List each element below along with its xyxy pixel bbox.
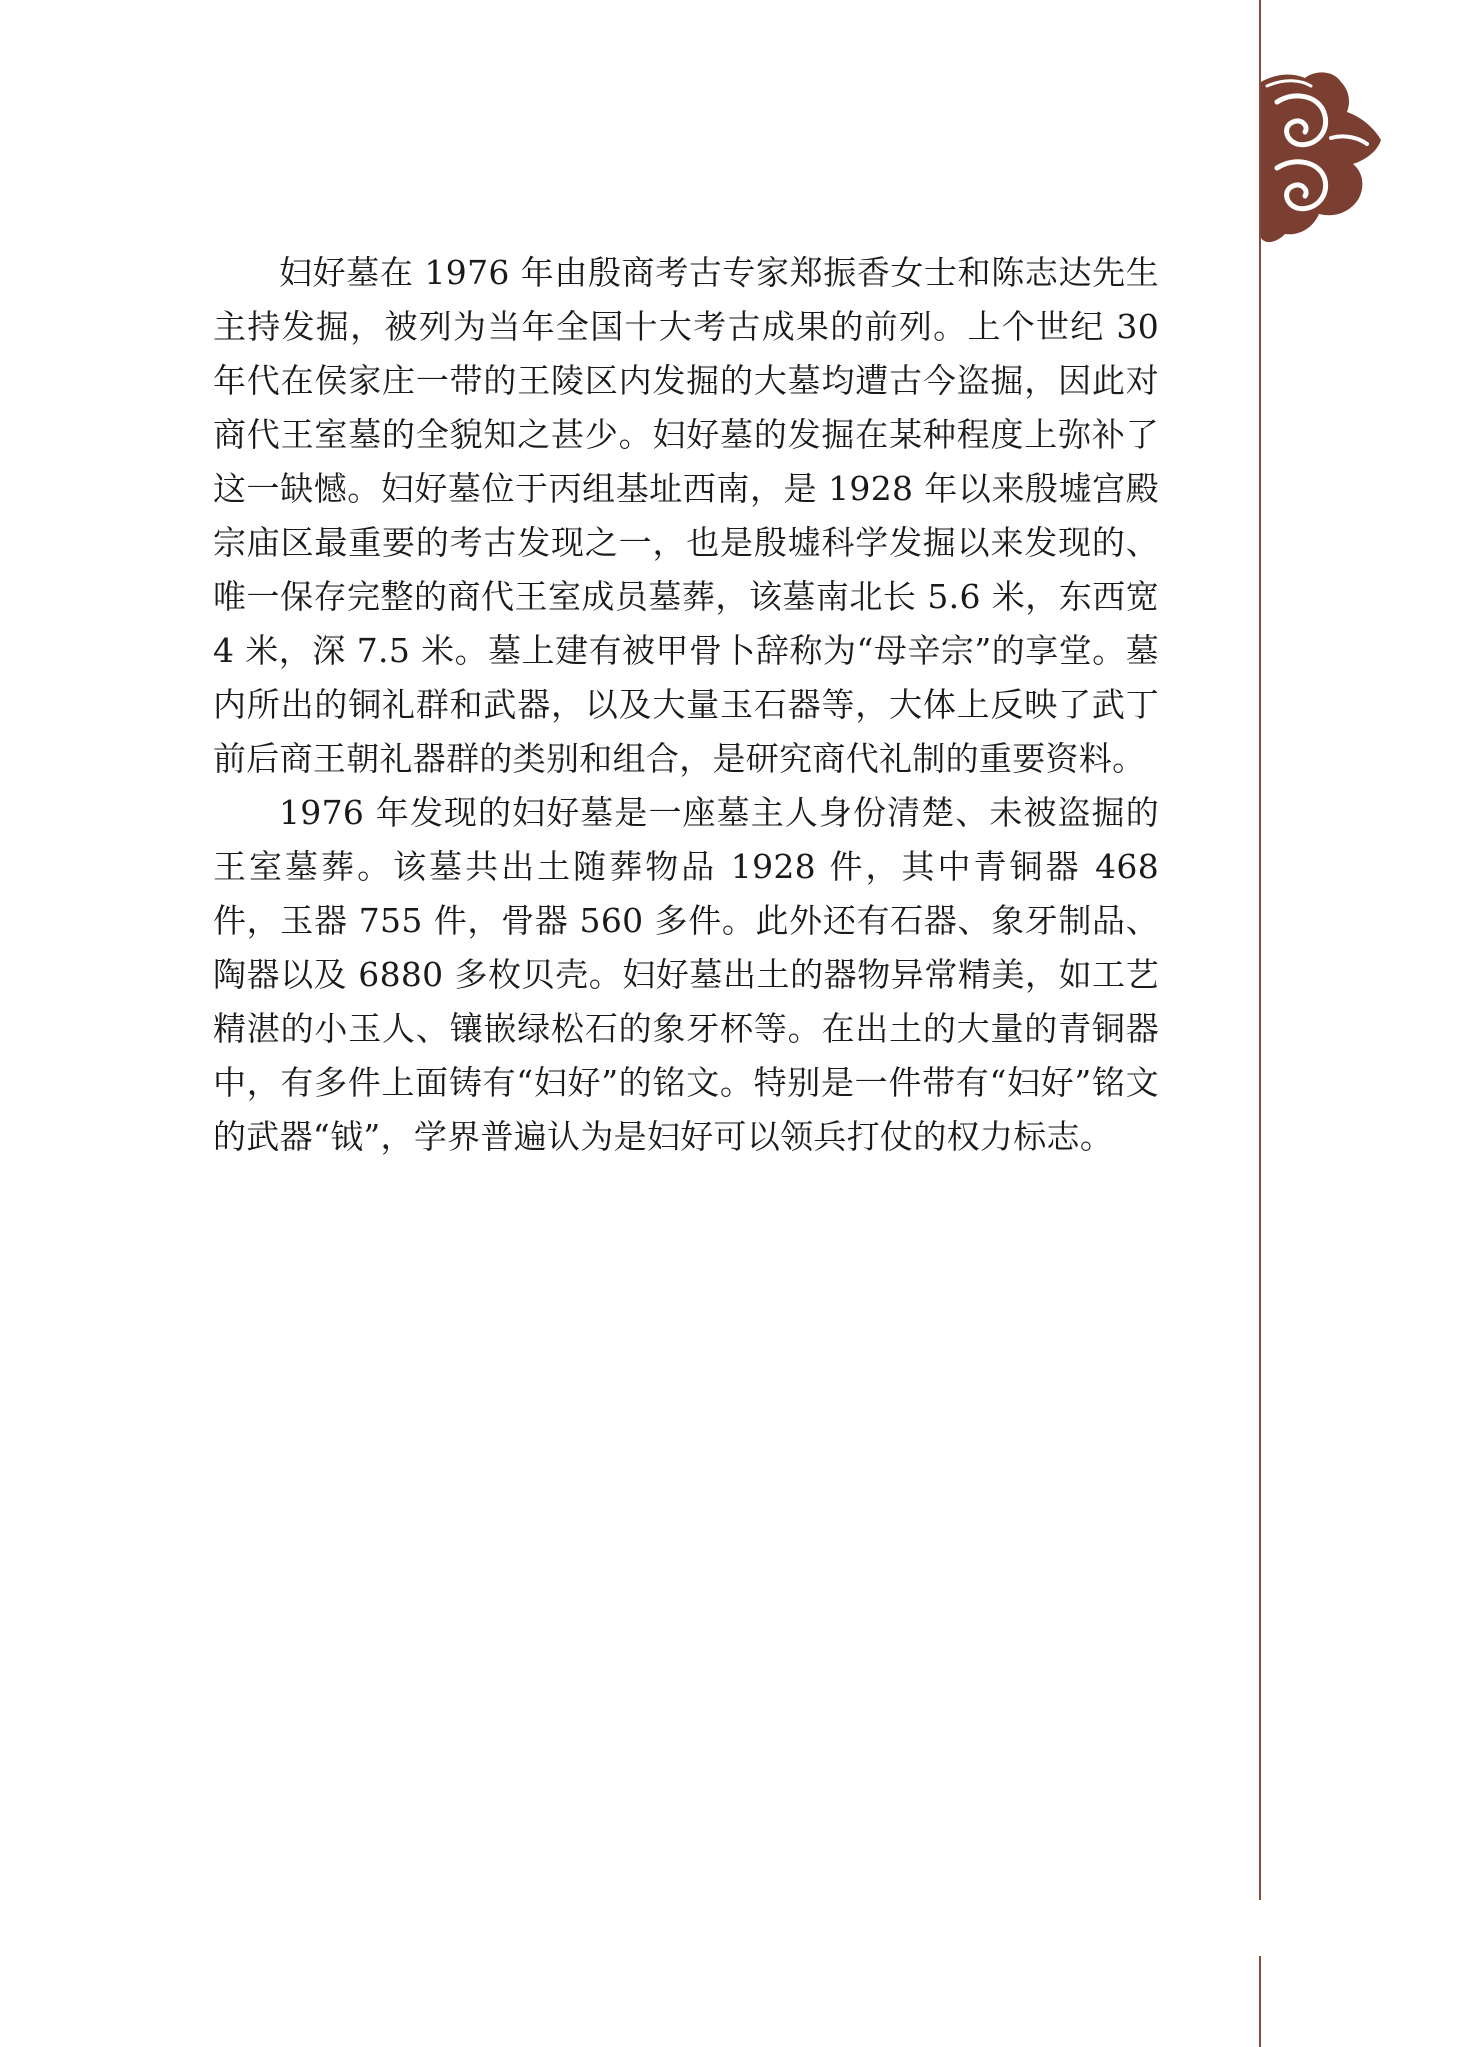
margin-rule-top	[1259, 0, 1261, 1900]
paragraph-2: 1976 年发现的妇好墓是一座墓主人身份清楚、未被盗掘的王室墓葬。该墓共出土随葬物品 1928 件，其中青铜器 468 件，玉器 755 件，骨器 560 多件。此外还有石器、象牙制品、陶器以及 6880 多枚贝壳。妇好墓出土的器物异常精美，如工艺精湛的小玉人、镶嵌绿松石的象牙杯等。在出土的大量的青铜器中，有多件上面铸有“妇好”的铭文。特别是一件带有“妇好”铭文的武器“钺”，学界普遍认为是妇好可以领兵打仗的权力标志。	[213, 793, 1159, 1156]
auspicious-cloud-icon	[1255, 68, 1385, 248]
body-text	[213, 246, 1159, 1164]
paragraph-1: 妇好墓在 1976 年由殷商考古专家郑振香女士和陈志达先生主持发掘，被列为当年全国十大考古成果的前列。上个世纪 30 年代在侯家庄一带的王陵区内发掘的大墓均遭古今盗掘，因此对商代王室墓的全貌知之甚少。妇好墓的发掘在某种程度上弥补了这一缺憾。妇好墓位于丙组基址西南，是 1928 年以来殷墟宫殿宗庙区最重要的考古发现之一，也是殷墟科学发掘以来发现的、唯一保存完整的商代王室成员墓葬，该墓南北长 5.6 米，东西宽 4 米，深 7.5 米。墓上建有被甲骨卜辞称为“母辛宗”的享堂。墓内所出的铜礼群和武器，以及大量玉石器等，大体上反映了武丁前后商王朝礼器群的类别和组合，是研究商代礼制的重要资料。	[213, 253, 1159, 778]
margin-rule-bottom	[1259, 1956, 1261, 2047]
